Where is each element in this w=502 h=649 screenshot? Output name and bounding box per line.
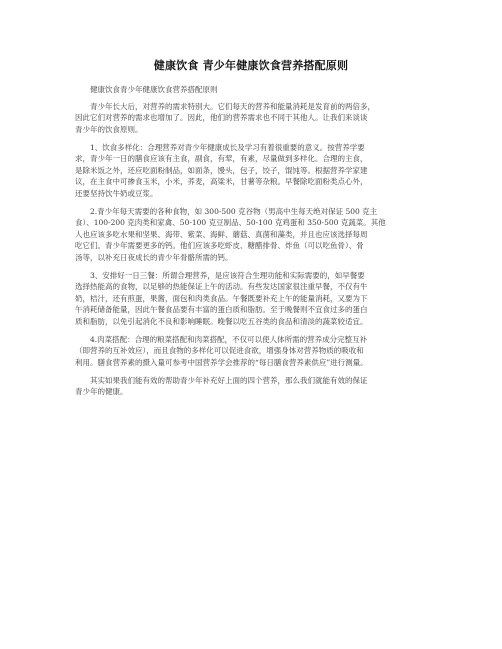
paragraph-line: 吃它们。青少年需要更多的钙。他们应该多吃虾皮、糖醋排骨、炸鱼（可以吃鱼骨）、骨 xyxy=(75,241,364,250)
paragraph-line: 议，在主食中可掺食玉米，小米，荞麦，高粱米，甘薯等杂粮。早餐除吃面粉类点心外， xyxy=(75,177,368,186)
paragraph-line: 食）、100-200 克肉类和家禽、50-100 克豆制品、50-100 克鸡蛋和 350-500 克蔬菜。其他 xyxy=(75,218,386,227)
paragraph-line: 质和脂肪，以免引起消化不良和影响睡眠。晚餐以吃五谷类的食品和清淡的蔬菜较适宜。 xyxy=(75,316,368,326)
paragraph-line: 青少年长大后，对营养的需求特别大。它们每天的营养和能量消耗是发育前的两倍多， xyxy=(90,101,375,111)
paragraph-line: 3、安排好一日三餐：所谓合理营养，是应该符合生理功能和实际需要的，如早餐要 xyxy=(90,270,365,280)
point-1-paragraph xyxy=(75,142,433,200)
document-body xyxy=(75,84,433,404)
paragraph-line: 选择热能高的食物，以足够的热能保证上午的活动。有些发达国家很注重早餐，不仅有牛 xyxy=(75,282,368,291)
intro-paragraph xyxy=(75,101,433,136)
paragraph-line: 其实如果我们能有效的帮助青少年补充好上面的四个营养，那么我们就能有效的保证 xyxy=(90,375,368,385)
paragraph-line: 利用。膳食营养素的摄入量可参考中国营养学会推荐的“每日膳食营养素供应”进行测量。 xyxy=(75,357,368,367)
paragraph-line: 人也应该多吃水果和坚果、海带、紫菜、海鲜、蘑菇、真菌和藻类，并且也应该选择每周 xyxy=(75,229,368,239)
point-3-paragraph xyxy=(75,270,433,328)
paragraph-line: 4.肉菜搭配：合理的粮菜搭配和肉菜搭配，不仅可以使人体所需的营养成分完整互补 xyxy=(90,334,368,344)
paragraph-line: 2.青少年每天需要的各种食物，如 300-500 克谷物（男高中生每天绝对保证 500 克主 xyxy=(90,206,378,216)
subtitle-paragraph xyxy=(75,84,433,96)
paragraph-line: 青少年的健康。 xyxy=(75,387,128,396)
paragraph-line: 汤等，以补充日夜成长的青少年骨骼所需的钙。 xyxy=(75,252,233,262)
paragraph-line: 是除米饭之外，还应吃面粉制品，如面条，馒头，包子，饺子，馄饨等。根据营养学家建 xyxy=(75,165,368,175)
conclusion-paragraph xyxy=(75,375,433,398)
point-4-paragraph xyxy=(75,334,433,369)
paragraph-line: 还要坚持饮牛奶或豆浆。 xyxy=(75,188,158,198)
paragraph-line: 奶，桔汁，还有煎蛋，果酱，面包和肉类食品。午餐既要补充上午的能量消耗，又要为下 xyxy=(75,293,368,303)
paragraph-line: 因此它们对营养的需求也增加了。因此，他们的营养需求也不同于其他人。让我们来谈谈 xyxy=(75,113,368,122)
subtitle-line: 健康饮食青少年健康饮食营养搭配原则 xyxy=(90,85,218,94)
paragraph-line: （即营养的互补效应），而且食物的多样化可以促进食欲，增强身体对营养物质的吸收和 xyxy=(75,346,364,355)
paragraph-line: 1、饮食多样化：合理营养对青少年健康成长及学习有着很重要的意义。按营养学要 xyxy=(90,142,365,152)
point-2-paragraph xyxy=(75,206,433,264)
paragraph-line: 求，青少年一日的膳食应该有主食，副食，有荤，有素，尽量做到多样化。合理的主食， xyxy=(75,154,368,163)
page-title: 健康饮食 青少年健康饮食营养搭配原则 xyxy=(153,59,349,72)
paragraph-line: 午消耗储备能量，因此午餐食品要有丰富的蛋白质和脂肪。至于晚餐则不宜食过多的蛋白 xyxy=(75,305,368,314)
paragraph-line: 青少年的饮食原则。 xyxy=(75,124,143,134)
